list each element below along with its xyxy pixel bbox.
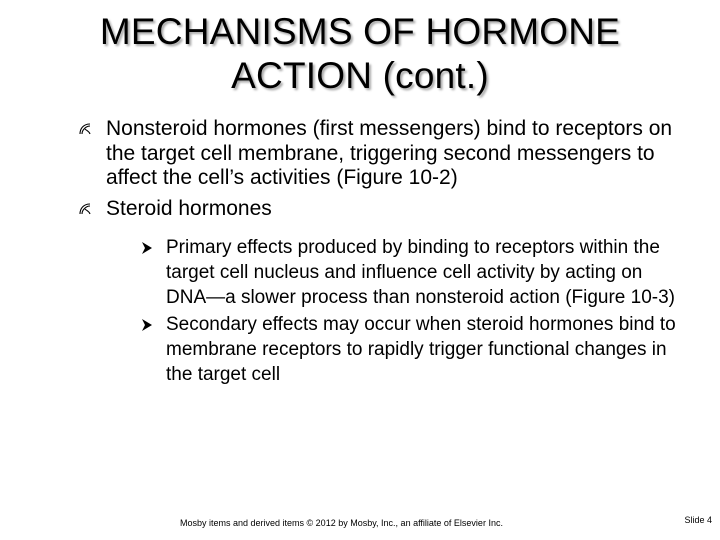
- copyright-footer: Mosby items and derived items © 2012 by Mosby, Inc., an affiliate of Elsevier Inc.: [180, 518, 503, 528]
- slide-title: [40, 10, 680, 98]
- sub-bullet-list: [106, 235, 678, 387]
- bullet-text: Nonsteroid hormones (first messengers) bind to receptors on the target cell membrane, triggering second messengers to affect the cell’s activities (Figure 10-2): [106, 117, 673, 189]
- sub-bullet-text: Primary effects produced by binding to receptors within the target cell nucleus and influence cell activity by acting on DNA—a slower process than nonsteroid action (Figure 10-3): [166, 237, 676, 308]
- flourish-bullet-icon: [78, 202, 92, 216]
- bullet-item: [78, 197, 678, 388]
- arrow-bullet-icon: [140, 318, 154, 332]
- flourish-bullet-icon: [78, 122, 92, 136]
- slide-title-line-1: MECHANISMS OF HORMONE: [99, 11, 621, 52]
- sub-bullet-text: Secondary effects may occur when steroid hormones bind to membrane receptors to rapidly trigger functional changes in the target cell: [166, 314, 676, 385]
- bullet-list: [78, 117, 678, 393]
- arrow-bullet-icon: [140, 241, 154, 255]
- bullet-text: Steroid hormones: [106, 196, 272, 220]
- sub-bullet-item: [138, 235, 678, 310]
- slide-number: Slide 4: [684, 515, 712, 525]
- slide-title-line-2: ACTION (cont.): [231, 55, 489, 96]
- bullet-item: [78, 117, 678, 191]
- sub-bullet-item: [138, 312, 678, 387]
